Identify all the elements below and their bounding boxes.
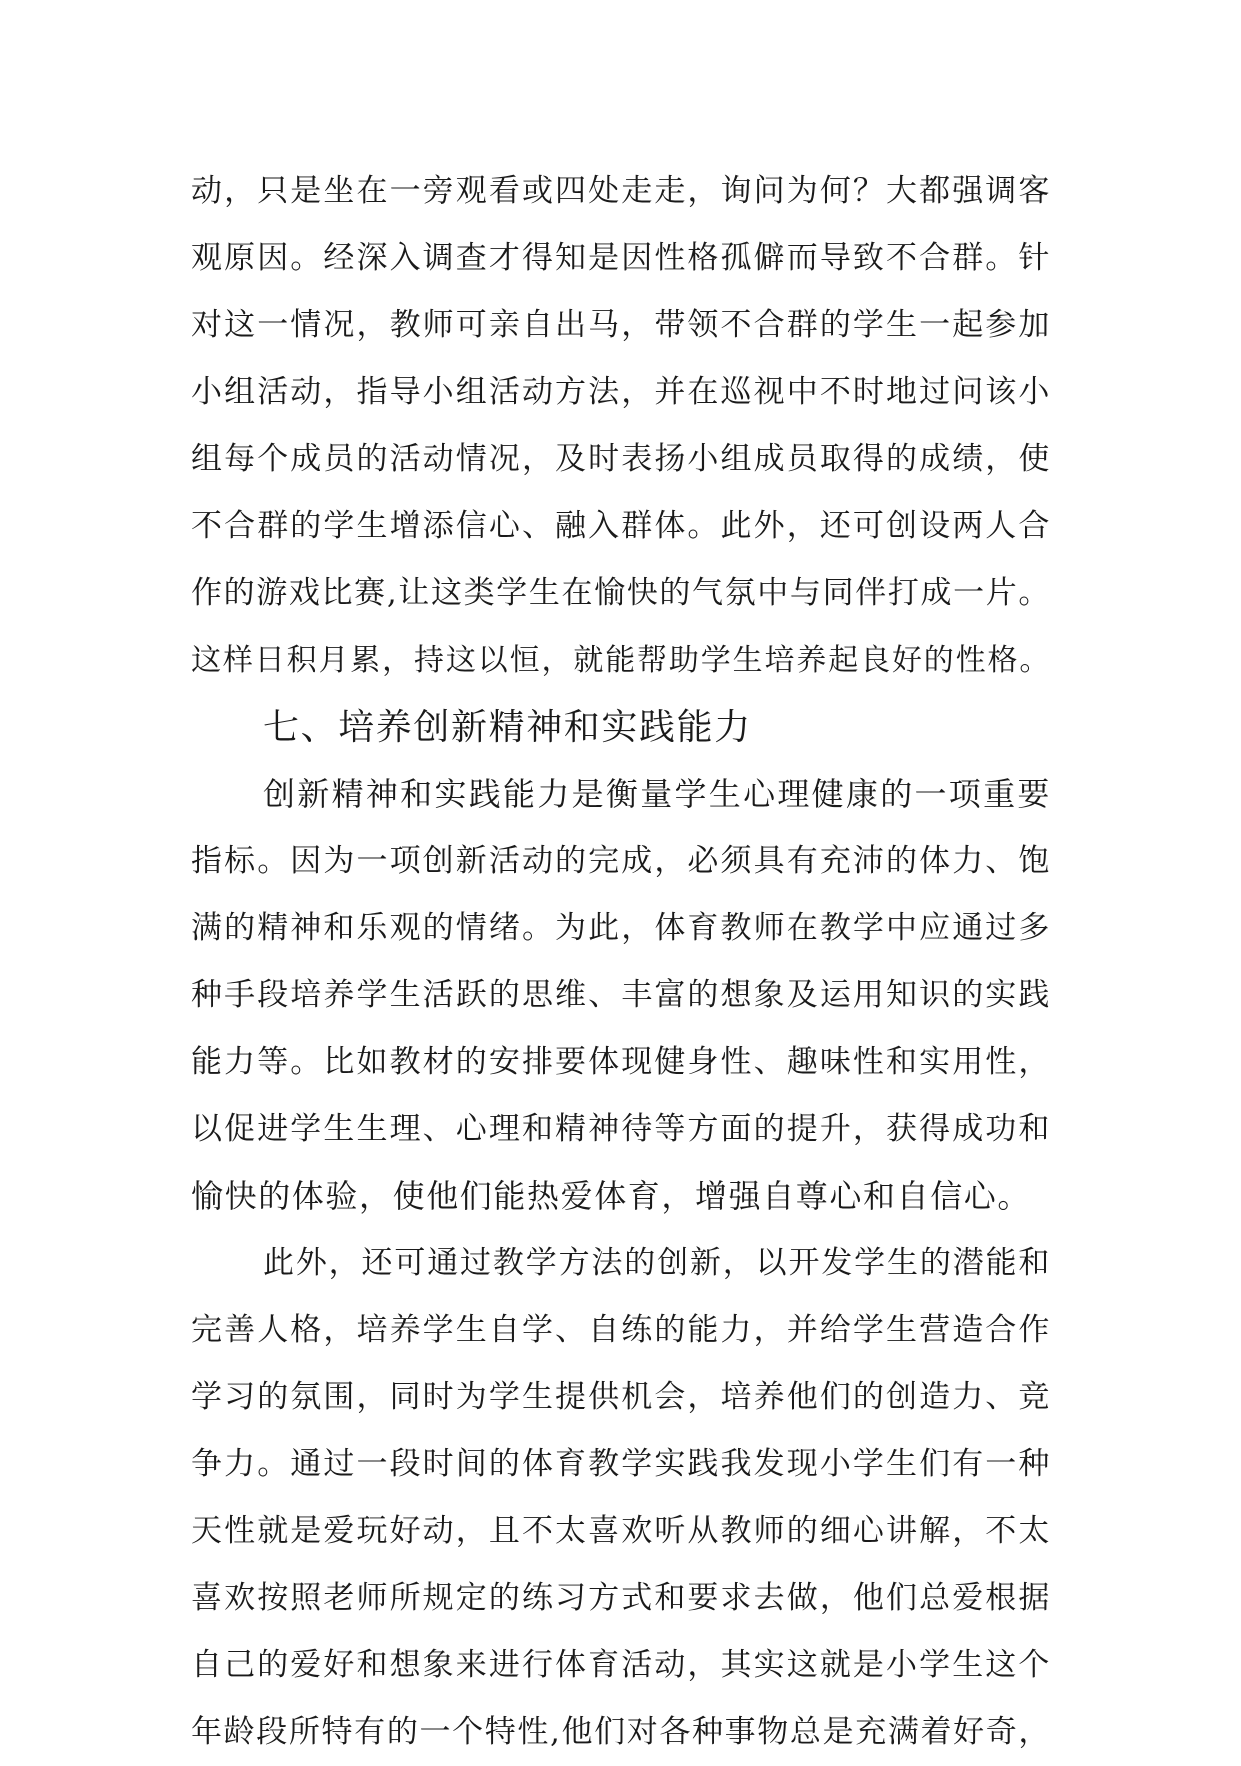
text-line: 对这一情况，教师可亲自出马，带领不合群的学生一起参加 [191, 307, 1051, 343]
text-line: 以促进学生生理、心理和精神待等方面的提升，获得成功和 [191, 1111, 1051, 1147]
text-line: 组每个成员的活动情况，及时表扬小组成员取得的成绩，使 [191, 441, 1051, 477]
text-line: 指标。因为一项创新活动的完成，必须具有充沛的体力、饱 [191, 843, 1051, 879]
text-line: 能力等。比如教材的安排要体现健身性、趣味性和实用性， [191, 1044, 1051, 1080]
text-line: 不合群的学生增添信心、融入群体。此外，还可创设两人合 [191, 508, 1051, 544]
text-line: 愉快的体验，使他们能热爱体育，增强自尊心和自信心。 [191, 1177, 1032, 1215]
text-line: 动，只是坐在一旁观看或四处走走，询问为何？大都强调客 [191, 173, 1051, 209]
text-line: 完善人格，培养学生自学、自练的能力，并给学生营造合作 [191, 1312, 1051, 1348]
text-line: 年龄段所特有的一个特性,他们对各种事物总是充满着好奇， [191, 1714, 1051, 1750]
text-line: 争力。通过一段时间的体育教学实践我发现小学生们有一种 [191, 1446, 1051, 1482]
text-line: 创新精神和实践能力是衡量学生心理健康的一项重要 [263, 775, 1051, 813]
text-line: 作的游戏比赛,让这类学生在愉快的气氛中与同伴打成一片。 [191, 575, 1051, 611]
text-line: 天性就是爱玩好动，且不太喜欢听从教师的细心讲解，不太 [191, 1513, 1051, 1549]
body-text [191, 158, 1051, 1766]
section-heading: 七、培养创新精神和实践能力 [263, 707, 752, 748]
text-line: 种手段培养学生活跃的思维、丰富的想象及运用知识的实践 [191, 977, 1051, 1013]
text-line: 观原因。经深入调查才得知是因性格孤僻而导致不合群。针 [191, 240, 1051, 276]
text-line: 学习的氛围，同时为学生提供机会，培养他们的创造力、竞 [191, 1379, 1051, 1415]
text-line: 满的精神和乐观的情绪。为此，体育教师在教学中应通过多 [191, 910, 1051, 946]
text-line: 此外，还可通过教学方法的创新，以开发学生的潜能和 [263, 1245, 1051, 1281]
text-line: 小组活动，指导小组活动方法，并在巡视中不时地过问该小 [191, 374, 1051, 410]
text-line: 自己的爱好和想象来进行体育活动，其实这就是小学生这个 [191, 1647, 1051, 1683]
text-line: 喜欢按照老师所规定的练习方式和要求去做，他们总爱根据 [191, 1580, 1051, 1616]
text-line: 这样日积月累，持这以恒，就能帮助学生培养起良好的性格。 [191, 643, 1051, 678]
